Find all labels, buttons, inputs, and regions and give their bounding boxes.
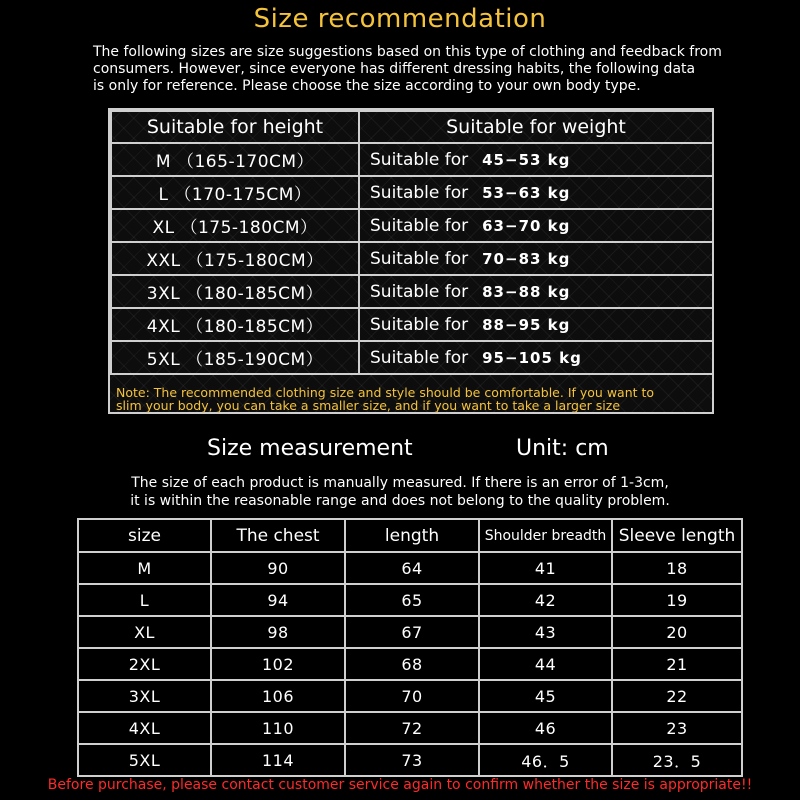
sleeve-cell: 18: [612, 552, 742, 584]
measurement-header-row: [78, 519, 742, 552]
weight-prefix: Suitable for: [370, 314, 469, 335]
measurement-table: [77, 518, 743, 777]
weight-cell: [359, 341, 713, 374]
length-cell: 68: [345, 648, 479, 680]
size-height-cell: 3XL （180-185CM）: [111, 275, 359, 308]
table-row: [111, 209, 713, 242]
weight-range: 70−83 kg: [482, 249, 571, 268]
length-cell: 72: [345, 712, 479, 744]
chest-cell: 110: [211, 712, 345, 744]
shoulder-cell: 42: [479, 584, 612, 616]
measurement-unit: Unit: cm: [516, 436, 609, 461]
chest-cell: 114: [211, 744, 345, 776]
chest-cell: 106: [211, 680, 345, 712]
recommendation-table: [110, 110, 714, 375]
size-height-cell: 5XL （185-190CM）: [111, 341, 359, 374]
table-row: [111, 176, 713, 209]
column-header-sleeve: Sleeve length: [612, 519, 742, 552]
weight-header: Suitable for weight: [359, 111, 713, 143]
height-header: Suitable for height: [111, 111, 359, 143]
size-cell: XL: [78, 616, 211, 648]
weight-range: 88−95 kg: [482, 315, 571, 334]
intro-line: is only for reference. Please choose the size according to your own body type.: [93, 78, 641, 94]
shoulder-cell: 44: [479, 648, 612, 680]
measurement-text-line: it is within the reasonable range and does not belong to the quality problem.: [130, 493, 670, 509]
table-row: [111, 242, 713, 275]
size-height-cell: XL （175-180CM）: [111, 209, 359, 242]
weight-prefix: Suitable for: [370, 281, 469, 302]
length-cell: 64: [345, 552, 479, 584]
table-row: [78, 712, 742, 744]
weight-cell: [359, 275, 713, 308]
size-cell: 4XL: [78, 712, 211, 744]
size-cell: 3XL: [78, 680, 211, 712]
length-cell: 73: [345, 744, 479, 776]
chest-cell: 98: [211, 616, 345, 648]
shoulder-cell: 46．5: [479, 744, 612, 776]
measurement-title: Size measurement: [207, 436, 413, 461]
recommendation-panel: [108, 108, 714, 414]
size-height-cell: L （170-175CM）: [111, 176, 359, 209]
size-cell: L: [78, 584, 211, 616]
table-row: [78, 680, 742, 712]
table-row: [78, 744, 742, 776]
weight-cell: [359, 242, 713, 275]
table-row: [111, 341, 713, 374]
table-row: [78, 552, 742, 584]
table-row: [78, 584, 742, 616]
shoulder-cell: 43: [479, 616, 612, 648]
intro-text: [93, 44, 793, 95]
weight-range: 53−63 kg: [482, 183, 571, 202]
length-cell: 70: [345, 680, 479, 712]
page-title: Size recommendation: [253, 4, 547, 34]
column-header-length: length: [345, 519, 479, 552]
weight-range: 95−105 kg: [482, 348, 582, 367]
note-line: slim your body, you can take a smaller size, and if you want to take a larger size: [116, 398, 621, 413]
chest-cell: 94: [211, 584, 345, 616]
weight-prefix: Suitable for: [370, 182, 469, 203]
weight-prefix: Suitable for: [370, 149, 469, 170]
size-cell: 5XL: [78, 744, 211, 776]
weight-cell: [359, 143, 713, 176]
length-cell: 67: [345, 616, 479, 648]
weight-range: 83−88 kg: [482, 282, 571, 301]
column-header-chest: The chest: [211, 519, 345, 552]
measurement-text: [0, 474, 800, 510]
length-cell: 65: [345, 584, 479, 616]
size-cell: 2XL: [78, 648, 211, 680]
table-row: [78, 648, 742, 680]
weight-range: 63−70 kg: [482, 216, 571, 235]
sleeve-cell: 22: [612, 680, 742, 712]
size-cell: M: [78, 552, 211, 584]
table-row: [111, 308, 713, 341]
sleeve-cell: 20: [612, 616, 742, 648]
shoulder-cell: 45: [479, 680, 612, 712]
table-row: [111, 143, 713, 176]
weight-prefix: Suitable for: [370, 215, 469, 236]
weight-prefix: Suitable for: [370, 248, 469, 269]
intro-line: The following sizes are size suggestions based on this type of clothing and feedback from: [93, 44, 722, 60]
sleeve-cell: 23: [612, 712, 742, 744]
purchase-warning: Before purchase, please contact customer service again to confirm whether the size is appropriate!!: [47, 777, 753, 793]
table-row: [111, 275, 713, 308]
intro-line: consumers. However, since everyone has different dressing habits, the following data: [93, 61, 696, 77]
sleeve-cell: 21: [612, 648, 742, 680]
weight-cell: [359, 176, 713, 209]
table-row: [78, 616, 742, 648]
chest-cell: 102: [211, 648, 345, 680]
column-header-size: size: [78, 519, 211, 552]
note-line: Note: The recommended clothing size and style should be comfortable. If you want to: [116, 385, 655, 400]
shoulder-cell: 41: [479, 552, 612, 584]
weight-cell: [359, 308, 713, 341]
recommendation-note: [116, 386, 712, 412]
size-height-cell: XXL （175-180CM）: [111, 242, 359, 275]
sleeve-cell: 19: [612, 584, 742, 616]
size-height-cell: 4XL （180-185CM）: [111, 308, 359, 341]
weight-range: 45−53 kg: [482, 150, 571, 169]
weight-prefix: Suitable for: [370, 347, 469, 368]
measurement-text-line: The size of each product is manually measured. If there is an error of 1-3cm,: [131, 475, 669, 491]
size-height-cell: M （165-170CM）: [111, 143, 359, 176]
recommendation-header-row: [111, 111, 713, 143]
shoulder-cell: 46: [479, 712, 612, 744]
chest-cell: 90: [211, 552, 345, 584]
weight-cell: [359, 209, 713, 242]
column-header-shoulder: Shoulder breadth: [479, 519, 612, 552]
sleeve-cell: 23．5: [612, 744, 742, 776]
